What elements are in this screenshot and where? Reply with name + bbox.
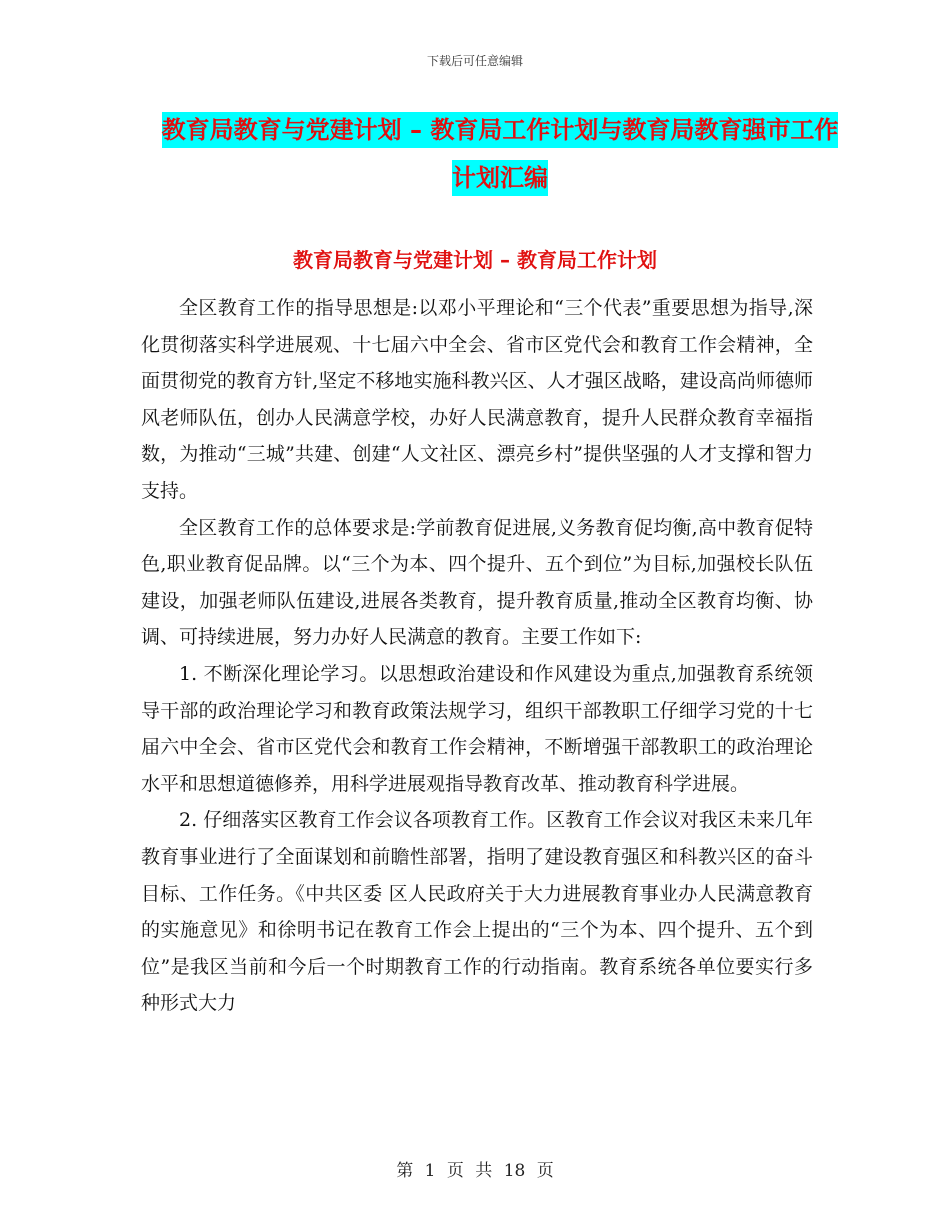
page-number: 第 1 页 共 18 页 [396,1161,554,1181]
document-title [150,106,850,202]
paragraph: 1. 不断深化理论学习。以思想政治建设和作风建设为重点,加强教育系统领导干部的政治理论学习和教育政策法规学习，组织干部教职工仔细学习党的十七届六中全会、省市区党代会和教育工作会精神，不断增强干部教职工的政治理论水平和思想道德修养，用科学进展观指导教育改革、推动教育科学进展。 [141,662,813,795]
document-title-text: 教育局教育与党建计划 – 教育局工作计划与教育局教育强市工作计划汇编 [162,112,839,196]
header-note: 下载后可任意编辑 [426,54,523,68]
paragraph: 全区教育工作的指导思想是:以邓小平理论和“三个代表”重要思想为指导,深化贯彻落实科学进展观、十七届六中全会、省市区党代会和教育工作会精神，全面贯彻党的教育方针,坚定不移地实施科教兴区、人才强区战略，建设高尚师德师风老师队伍，创办人民满意学校，办好人民满意教育，提升人民群众教育幸福指数，为推动“三城”共建、创建“人文社区、漂亮乡村”提供坚强的人才支撑和智力支持。 [141,297,813,502]
section-title: 教育局教育与党建计划 – 教育局工作计划 [293,248,657,272]
paragraph: 2. 仔细落实区教育工作会议各项教育工作。区教育工作会议对我区未来几年教育事业进行了全面谋划和前瞻性部署，指明了建设教育强区和科教兴区的奋斗目标、工作任务。《中共区委 区人民政府关于大力进展教育事业办人民满意教育的实施意见》和徐明书记在教育工作会上提出的“三个为本、四个提升、五个到位”是我区当前和今后一个时期教育工作的行动指南。教育系统各单位要实行多种形式大力 [141,809,813,1015]
document-body [141,290,813,1022]
paragraph: 全区教育工作的总体要求是:学前教育促进展,义务教育促均衡,高中教育促特色,职业教育促品牌。以“三个为本、四个提升、五个到位”为目标,加强校长队伍建设，加强老师队伍建设,进展各类教育，提升教育质量,推动全区教育均衡、协调、可持续进展，努力办好人民满意的教育。主要工作如下: [141,516,813,649]
